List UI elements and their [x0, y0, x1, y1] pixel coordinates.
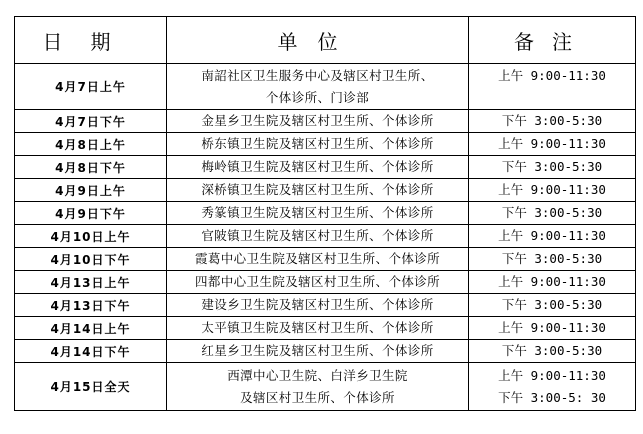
table-row: [15, 110, 636, 133]
note-line: 上午 9:00-11:30: [498, 367, 606, 383]
table-row: [15, 225, 636, 248]
table-row: [15, 64, 636, 110]
date-cell: 4月8日下午: [15, 156, 167, 179]
date-cell: 4月13日下午: [15, 294, 167, 317]
table-row: [15, 179, 636, 202]
header-note: 备注: [469, 17, 636, 64]
table-row: [15, 248, 636, 271]
schedule-table: [14, 16, 636, 411]
date-cell: 4月10日下午: [15, 248, 167, 271]
note-cell: 下午 3:00-5:30: [469, 248, 636, 271]
unit-cell: 桥东镇卫生院及辖区村卫生所、个体诊所: [167, 133, 469, 156]
date-cell: 4月8日上午: [15, 133, 167, 156]
table-row: [15, 133, 636, 156]
unit-cell: 红星乡卫生院及辖区村卫生所、个体诊所: [167, 340, 469, 363]
unit-cell: 霞葛中心卫生院及辖区村卫生所、个体诊所: [167, 248, 469, 271]
date-cell: 4月7日上午: [15, 64, 167, 110]
note-cell: [469, 363, 636, 411]
header-row: [15, 17, 636, 64]
table-row: [15, 317, 636, 340]
note-line: 下午 3:00-5: 30: [498, 389, 606, 405]
date-cell: 4月14日下午: [15, 340, 167, 363]
unit-line: 及辖区村卫生所、个体诊所: [240, 389, 395, 405]
table-row: [15, 363, 636, 411]
note-cell: 上午 9:00-11:30: [469, 225, 636, 248]
note-cell: 上午 9:00-11:30: [469, 133, 636, 156]
date-cell: 4月13日上午: [15, 271, 167, 294]
table-row: [15, 294, 636, 317]
unit-cell: 深桥镇卫生院及辖区村卫生所、个体诊所: [167, 179, 469, 202]
unit-cell: [167, 64, 469, 110]
note-cell: 下午 3:00-5:30: [469, 156, 636, 179]
table-row: [15, 156, 636, 179]
unit-line: 南詔社区卫生服务中心及辖区村卫生所、: [201, 67, 434, 83]
date-cell: 4月10日上午: [15, 225, 167, 248]
table-row: [15, 202, 636, 225]
header-unit: 单位: [167, 17, 469, 64]
note-cell: 下午 3:00-5:30: [469, 340, 636, 363]
unit-line: 西潭中心卫生院、白洋乡卫生院: [227, 367, 408, 383]
date-cell: 4月9日下午: [15, 202, 167, 225]
note-cell: 上午 9:00-11:30: [469, 317, 636, 340]
unit-cell: [167, 363, 469, 411]
note-cell: 下午 3:00-5:30: [469, 110, 636, 133]
note-cell: 下午 3:00-5:30: [469, 294, 636, 317]
note-cell: 上午 9:00-11:30: [469, 271, 636, 294]
note-cell: 上午 9:00-11:30: [469, 179, 636, 202]
unit-cell: 梅岭镇卫生院及辖区村卫生所、个体诊所: [167, 156, 469, 179]
date-cell: 4月14日上午: [15, 317, 167, 340]
unit-cell: 太平镇卫生院及辖区村卫生所、个体诊所: [167, 317, 469, 340]
unit-cell: 四都中心卫生院及辖区村卫生所、个体诊所: [167, 271, 469, 294]
note-line: 上午 9:00-11:30: [498, 67, 606, 83]
table-row: [15, 340, 636, 363]
unit-cell: 官陂镇卫生院及辖区村卫生所、个体诊所: [167, 225, 469, 248]
table-row: [15, 271, 636, 294]
note-cell: [469, 64, 636, 110]
date-cell: 4月9日上午: [15, 179, 167, 202]
date-cell: 4月7日下午: [15, 110, 167, 133]
unit-cell: 秀篆镇卫生院及辖区村卫生所、个体诊所: [167, 202, 469, 225]
unit-cell: 金星乡卫生院及辖区村卫生所、个体诊所: [167, 110, 469, 133]
date-cell: 4月15日全天: [15, 363, 167, 411]
unit-cell: 建设乡卫生院及辖区村卫生所、个体诊所: [167, 294, 469, 317]
note-cell: 下午 3:00-5:30: [469, 202, 636, 225]
schedule-body: [15, 64, 636, 411]
note-line-spacer: [469, 87, 635, 109]
header-date: 日期: [15, 17, 167, 64]
unit-line: 个体诊所、门诊部: [265, 89, 370, 105]
